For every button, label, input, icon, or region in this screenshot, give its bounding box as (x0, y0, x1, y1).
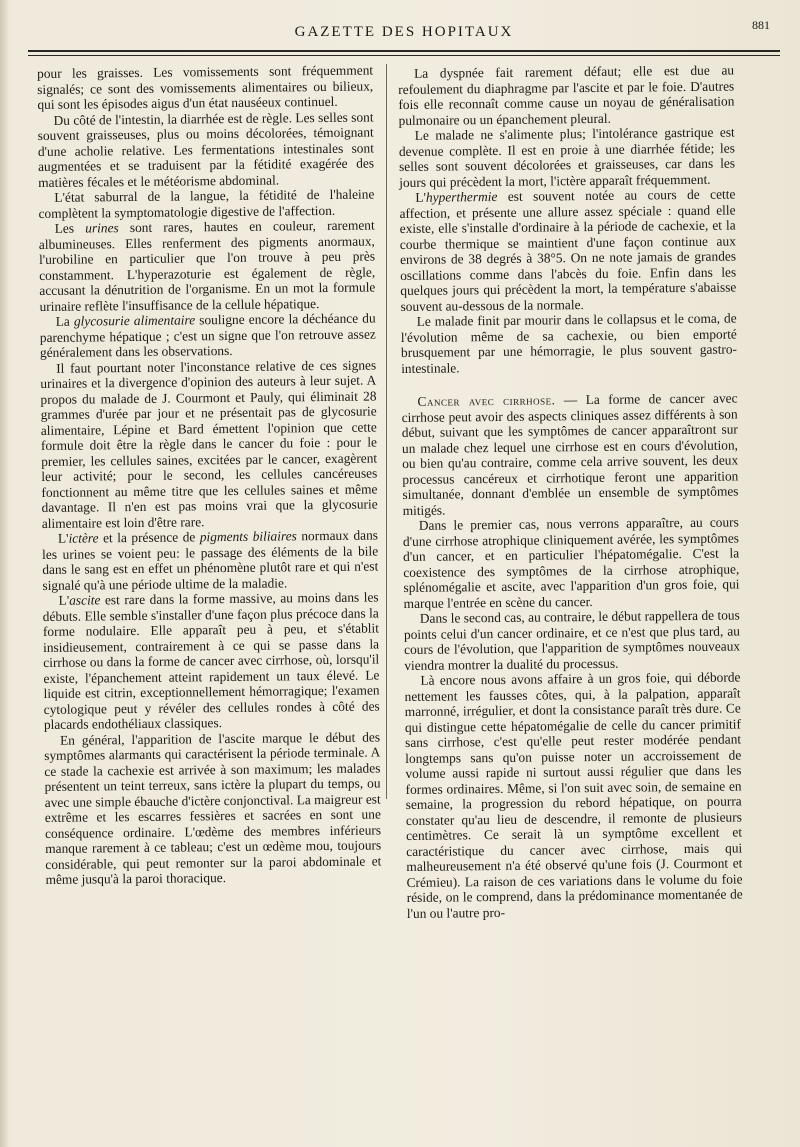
paragraph: Le malade ne s'alimente plus; l'intolérance gastrique est devenue complète. Il est en proie à une diarrhée fétide; les selles sont souvent décolorées et graisseuses, car dans les jours qui précèdent la mort, l'ictère apparaît fréquemment. (398, 124, 736, 190)
paragraph: L'état saburral de la langue, la fétidité de l'haleine complètent la symptomatologie digestive de l'affection. (38, 186, 375, 221)
paragraph: L'ictère et la présence de pigments biliaires normaux dans les urines se voient peu: le passage des éléments de la bile dans le sang est en effet un phénomène plutôt rare et qui n'est signalé qu'à une période ultime de la maladie. (42, 527, 379, 593)
paragraph: pour les graisses. Les vomissements sont fréquemment signalés; ce sont des vomissements alimentaires ou bilieux, qui sont les épisodes aigus d'un état nauséeux continuel. (37, 62, 374, 112)
paragraph: Dans le premier cas, nous verrons apparaître, au cours d'une cirrhose atrophique cliniquement avérée, les symptômes d'un cancer, et en particulier l'hépatomégalie. C'est la coexistence des symptômes de la cirrhose atrophique, splénomégalie et ascite, avec l'apparition d'un gros foie, qui marque l'entrée en scène du cancer. (402, 514, 740, 611)
header-rule-thick (28, 50, 780, 52)
paragraph: Les urines sont rares, hautes en couleur, rarement albumineuses. Elles renferment des pigments anormaux, l'urobiline en particulier que l'on trouve à peu près constamment. L'hyperazoturie est également de règle, accusant la dénutrition de l'organisme. En un mot la formule urinaire reflète l'insuffisance de la cellule hépatique. (38, 217, 376, 314)
italic-term: urines (85, 220, 119, 236)
paragraph: Là encore nous avons affaire à un gros foie, qui déborde nettement les fausses côtes, qui, à la palpation, apparaît marronné, irrégulier, et dont la consistance paraît très dure. Ce qui distingue cette hépatomégalie de celle du cancer primitif sans cirrhose, c'est qu'elle peut rester modérée pendant longtemps sans qu'on puisse noter un accroissement de volume aussi rapide ni surtout aussi régulier que dans les formes ordinaires. Même, si l'on suit avec soin, de semaine en semaine, la progression du rebord hépatique, on pourra constater qu'au lieu de descendre, il remonte de plusieurs centimètres. Ce serait là un symptôme excellent et caractéristique du cancer avec cirrhose, mais qui malheureusement n'a été observé qu'une fois (J. Courmont et Crémieu). La raison de ces variations dans le volume du foie réside, on le comprend, dans la prédominance momentanée de l'un ou l'autre pro- (404, 669, 743, 921)
paragraph: Il faut pourtant noter l'inconstance relative de ces signes urinaires et la divergence d'opinion des auteurs à leur sujet. A propos du malade de J. Courmont et Pauly, qui éliminait 28 grammes d'urée par jour et ne présentait pas de glycosurie alimentaire, Lépine et Bard émettent l'opinion que cette formule doit être la règle dans le cancer du foie : pour le premier, les cellules saines, excitées par le cancer, exagèrent leur activité; pour le second, les cellules cancéreuses fonctionnent au même titre que les cellules saines et même davantage. Il n'en est pas moins vrai que la glycosurie alimentaire est loin d'être rare. (40, 356, 378, 531)
paragraph: Cancer avec cirrhose. — La forme de cancer avec cirrhose peut avoir des aspects cliniques assez différents à son début, suivant que les symptômes de cancer apparaîtront sur un malade chez lequel une cirrhose est en cours d'évolution, ou bien qu'au contraire, comme cela arrive souvent, les deux processus cancéreux et cirrhotique feront une apparition simultanée, donnant d'emblée un ensemble de symptômes mitigés. (401, 390, 739, 518)
paragraph: La dyspnée fait rarement défaut; elle est due au refoulement du diaphragme par l'ascite et par le foie. D'autres fois elle reconnaît comme cause un noyau de généralisation pulmonaire ou un épanchement pleural. (398, 62, 735, 128)
italic-term: ictère (68, 530, 99, 546)
paragraph: En général, l'apparition de l'ascite marque le début des symptômes alarmants qui caractérisent la période terminale. A ce stade la cachexie est arrivée à son maximum; les malades présentent un teint terreux, sans ictère la plupart du temps, ou avec une simple ébauche d'ictère conjonctival. La maigreur est extrême et les escarres fessières et sacrées en sont une conséquence ordinaire. L'œdème des membres inférieurs manque rarement à ce tableau; c'est un œdème mou, toujours considérable, qui peut remonter sur la paroi abdominale et même jusqu'à la paroi thoracique. (44, 728, 382, 887)
column-divider (386, 64, 387, 799)
left-column (37, 62, 382, 887)
paragraph: Du côté de l'intestin, la diarrhée est de règle. Les selles sont souvent graisseuses, plus ou moins décolorées, témoignant d'une acholie relative. Les fermentations intestinales sont augmentées et se traduisent par la fétidité exagérée des matières fécales et le météorisme abdominal. (37, 108, 375, 190)
italic-term: hyperthermie (425, 188, 498, 205)
page-binding-edge (0, 0, 8, 1147)
paragraph: La glycosurie alimentaire souligne encore la déchéance du parenchyme hépatique ; c'est un signe que l'on retrouve assez généralement dans les observations. (39, 310, 376, 360)
italic-term: glycosurie alimentaire (73, 312, 196, 329)
section-heading: Cancer avec cirrhose. (417, 392, 556, 409)
paragraph: Le malade finit par mourir dans le collapsus et le coma, de l'évolution même de sa cachexie, ou bien emporté brusquement par une hémorragie, le plus souvent gastro-intestinale. (400, 310, 738, 376)
paragraph: L'hyperthermie est souvent notée au cours de cette affection, et présente une allure assez spéciale : quand elle existe, elle s'installe d'ordinaire à la période de cachexie, et la courbe thermique se maintient d'une façon continue aux environs de 38 degrés à 38°5. On ne note jamais de grandes oscillations comme dans l'abcès du foie. Enfin dans les quelques jours qui précèdent la mort, la température s'abaisse souvent au-dessous de la normale. (399, 186, 737, 314)
running-header (28, 14, 780, 44)
paragraph: Dans le second cas, au contraire, le début rappellera de tous points celui d'un cancer ordinaire, et ce n'est que plus tard, au cours de l'évolution, que l'apparition de symptômes nouveaux viendra montrer la dualité du processus. (403, 607, 741, 673)
paragraph: L'ascite est rare dans la forme massive, au moins dans les débuts. Elle semble s'installer d'une façon plus précoce dans la forme nodulaire. Elle apparaît peu à peu, et s'établit insidieusement, contrairement à ce qui se passe dans la cirrhose ou dans la forme de cancer avec cirrhose, où, lorsqu'il existe, l'épanchement atteint rapidement un taux élevé. Le liquide est citrin, exceptionnellement hémorragique; l'examen cytologique peut y révéler des cellules rondes à côté des placards endothéliaux classiques. (42, 589, 380, 732)
right-column (398, 62, 743, 920)
header-rule-thin (28, 55, 780, 56)
italic-term: ascite (69, 592, 101, 608)
page-number: 881 (752, 18, 770, 32)
journal-title: GAZETTE DES HOPITAUX (294, 24, 514, 40)
italic-term: pigments biliaires (199, 528, 297, 545)
